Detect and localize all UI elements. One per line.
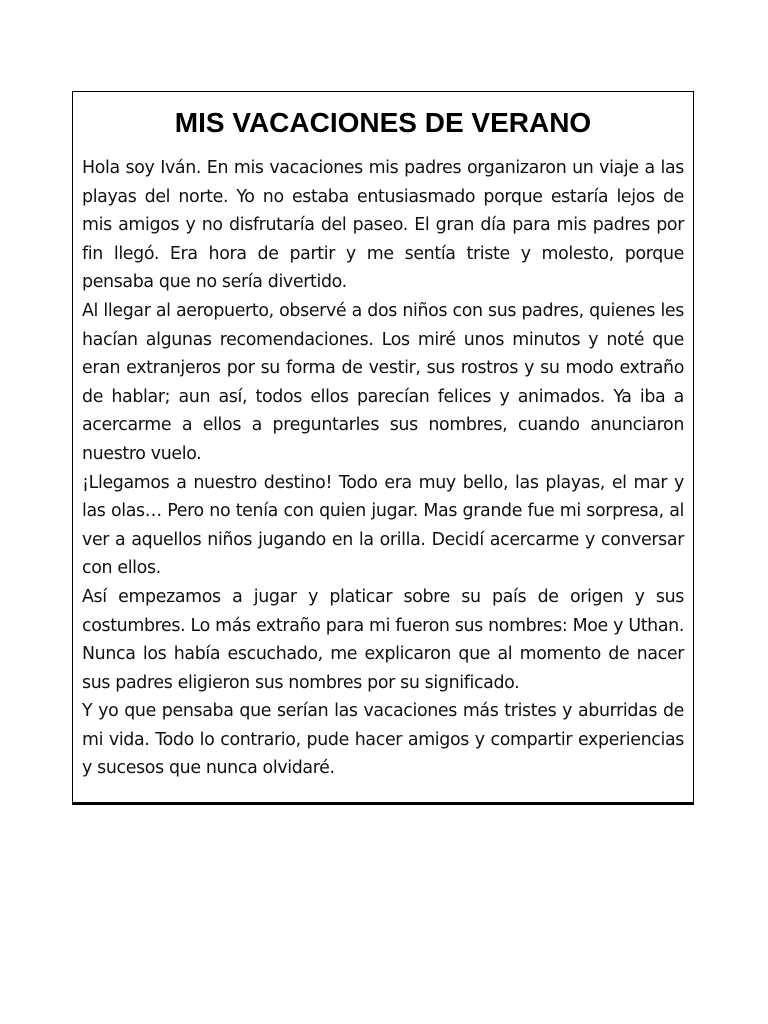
paragraph-5: Y yo que pensaba que serían las vacaciones más tristes y aburridas de mi vida. Todo lo contrario, pude hacer amigos y compartir experiencias y sucesos que nunca olvidaré. [82, 701, 684, 779]
paragraph-2: Al llegar al aeropuerto, observé a dos niños con sus padres, quienes les hacían algunas recomendaciones. Los miré unos minutos y noté que eran extranjeros por su forma de vestir, sus rostros y su modo extraño de hablar; aun así, todos ellos parecían felices y animados. Ya iba a acercarme a ellos a preguntarles sus nombres, cuando anunciaron nuestro vuelo. [82, 300, 684, 464]
story-body [82, 154, 684, 783]
story-title: MIS VACACIONES DE VERANO [174, 107, 592, 138]
story-box [72, 91, 694, 805]
paragraph-3: ¡Llegamos a nuestro destino! Todo era muy bello, las playas, el mar y las olas… Pero no tenía con quien jugar. Mas grande fue mi sorpresa, al ver a aquellos niños jugando en la orilla. Decidí acercarme y conversar con ellos. [82, 472, 684, 579]
paragraph-4: Así empezamos a jugar y platicar sobre su país de origen y sus costumbres. Lo más extraño para mi fueron sus nombres: Moe y Uthan. Nunca los había escuchado, me explicaron que al momento de nacer sus padres eligieron sus nombres por su significado. [82, 586, 684, 693]
paragraph-1: Hola soy Iván. En mis vacaciones mis padres organizaron un viaje a las playas del norte. Yo no estaba entusiasmado porque estaría lejos de mis amigos y no disfrutaría del paseo. El gran día para mis padres por fin llegó. Era hora de partir y me sentía triste y molesto, porque pensaba que no sería divertido. [82, 158, 684, 293]
